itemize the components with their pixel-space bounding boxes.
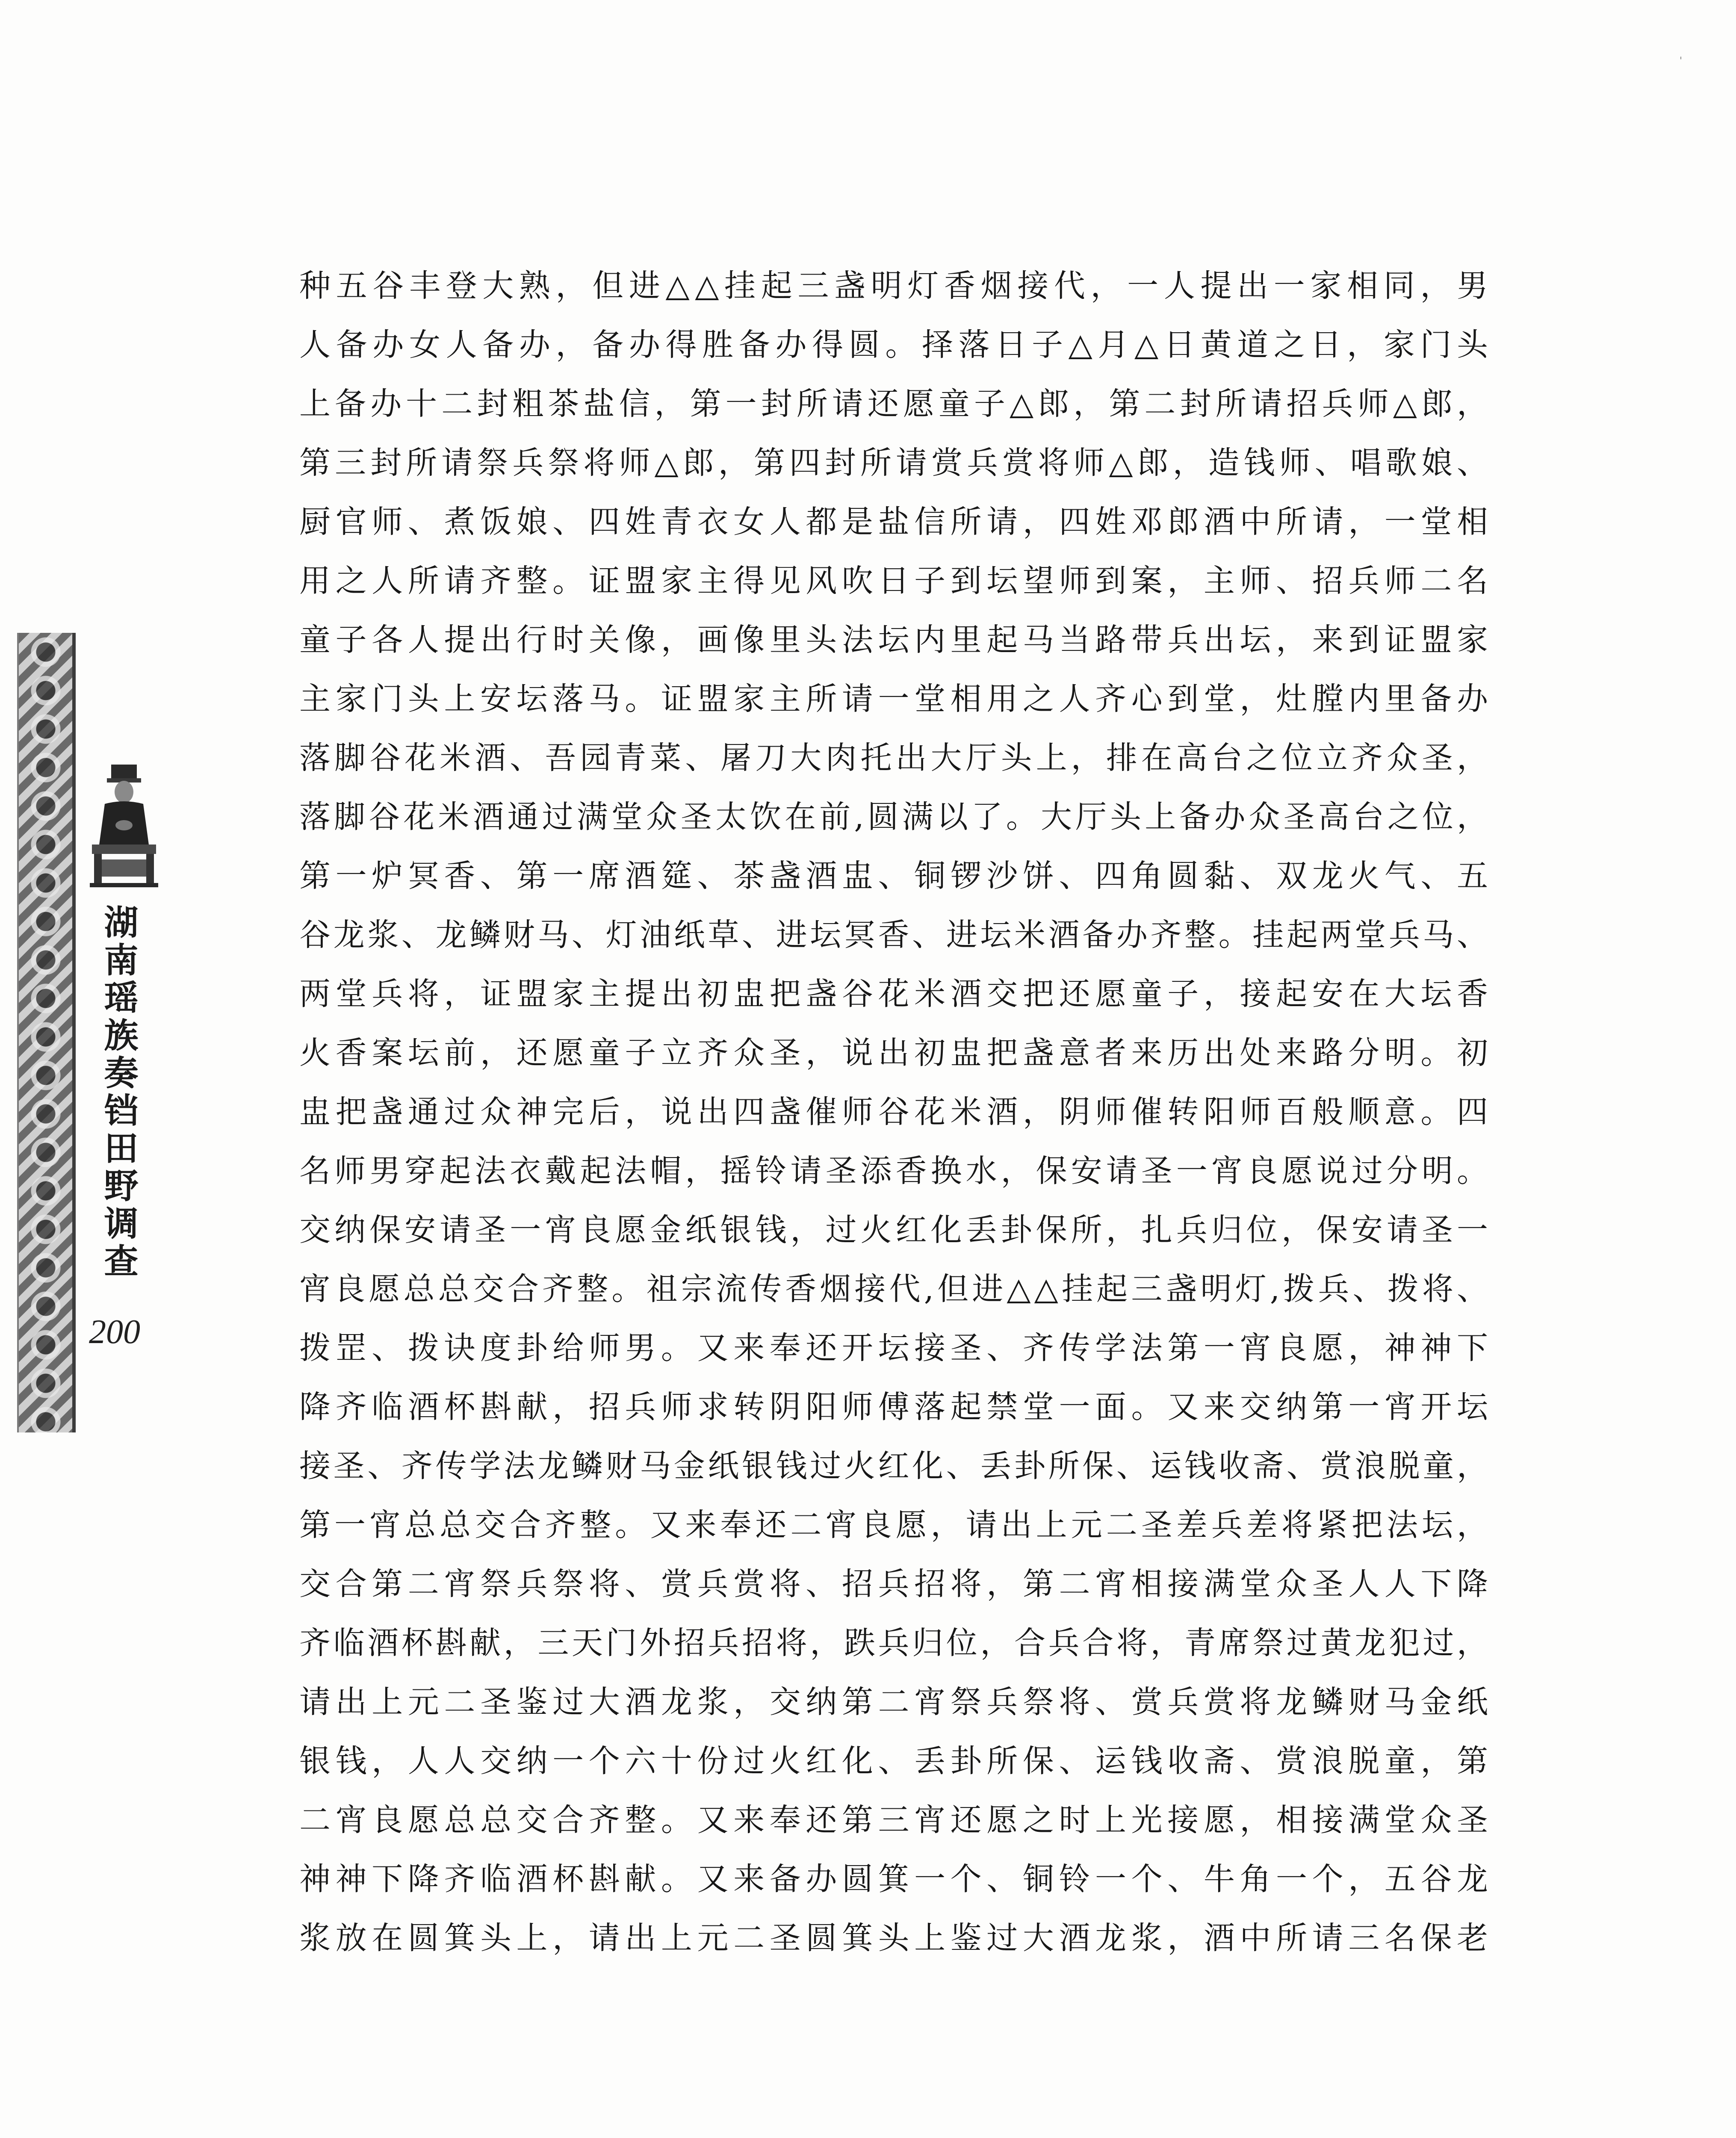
decorative-side-band — [17, 633, 76, 1432]
text-line: 落脚谷花米酒通过满堂众圣太饮在前,圆满以了。大厅头上备办众圣高台之位， — [299, 799, 1488, 835]
text-line: 接圣、齐传学法龙鳞财马金纸银钱过火红化、丢卦所保、运钱收斋、赏浪脱童， — [299, 1448, 1488, 1484]
text-line: 上备办十二封粗茶盐信，第一封所请还愿童子△郎，第二封所请招兵师△郎， — [299, 386, 1488, 422]
text-line: 用之人所请齐整。证盟家主得见风吹日子到坛望师到案，主师、招兵师二名 — [299, 563, 1488, 599]
text-line: 第一宵总总交合齐整。又来奉还二宵良愿，请出上元二圣差兵差将紧把法坛， — [299, 1507, 1488, 1543]
text-line: 浆放在圆箕头上，请出上元二圣圆箕头上鉴过大酒龙浆，酒中所请三名保老 — [299, 1920, 1488, 1956]
text-line: 齐临酒杯斟献，三天门外招兵招将，跌兵归位，合兵合将，青席祭过黄龙犯过， — [299, 1625, 1488, 1661]
text-line: 二宵良愿总总交合齐整。又来奉还第三宵还愿之时上光接愿，相接满堂众圣 — [299, 1802, 1488, 1838]
text-line: 主家门头上安坛落马。证盟家主所请一堂相用之人齐心到堂，灶膛内里备办 — [299, 681, 1488, 717]
text-line: 交纳保安请圣一宵良愿金纸银钱，过火红化丢卦保所，扎兵归位，保安请圣一 — [299, 1212, 1488, 1248]
text-line: 交合第二宵祭兵祭将、赏兵赏将、招兵招将，第二宵相接满堂众圣人人下降 — [299, 1566, 1488, 1602]
text-line: 落脚谷花米酒、吾园青菜、屠刀大肉托出大厅头上，排在高台之位立齐众圣， — [299, 740, 1488, 776]
text-line: 两堂兵将，证盟家主提出初盅把盏谷花米酒交把还愿童子，接起安在大坛香 — [299, 976, 1488, 1012]
text-line: 人备办女人备办，备办得胜备办得圆。择落日子△月△日黄道之日，家门头 — [299, 327, 1488, 363]
text-line: 降齐临酒杯斟献，招兵师求转阴阳师傅落起禁堂一面。又来交纳第一宵开坛 — [299, 1389, 1488, 1425]
text-line: 神神下降齐临酒杯斟献。又来备办圆箕一个、铜铃一个、牛角一个，五谷龙 — [299, 1861, 1488, 1897]
book-title: 湖南瑶族奏铛田野调查 — [98, 904, 139, 1281]
text-line: 火香案坛前，还愿童子立齐众圣，说出初盅把盏意者来历出处来路分明。初 — [299, 1035, 1488, 1071]
text-line: 谷龙浆、龙鳞财马、灯油纸草、进坛冥香、进坛米酒备办齐整。挂起两堂兵马、 — [299, 917, 1488, 953]
text-line: 第一炉冥香、第一席酒筵、茶盏酒盅、铜锣沙饼、四角圆黏、双龙火气、五 — [299, 858, 1488, 894]
text-line: 盅把盏通过众神完后，说出四盏催师谷花米酒，阴师催转阳师百般顺意。四 — [299, 1094, 1488, 1130]
text-line: 第三封所请祭兵祭将师△郎，第四封所请赏兵赏将师△郎，造钱师、唱歌娘、 — [299, 445, 1488, 481]
text-line: 名师男穿起法衣戴起法帽，摇铃请圣添香换水，保安请圣一宵良愿说过分明。 — [299, 1153, 1488, 1189]
seated-figure-portrait — [81, 761, 167, 889]
text-line: 宵良愿总总交合齐整。祖宗流传香烟接代,但进△△挂起三盏明灯,拨兵、拨将、 — [299, 1271, 1488, 1307]
text-line: 种五谷丰登大熟，但进△△挂起三盏明灯香烟接代，一人提出一家相同，男 — [299, 268, 1488, 304]
text-line: 请出上元二圣鉴过大酒龙浆，交纳第二宵祭兵祭将、赏兵赏将龙鳞财马金纸 — [299, 1684, 1488, 1720]
text-line: 银钱，人人交纳一个六十份过火红化、丢卦所保、运钱收斋、赏浪脱童，第 — [299, 1743, 1488, 1779]
text-line: 拨罡、拨诀度卦给师男。又来奉还开坛接圣、齐传学法第一宵良愿，神神下 — [299, 1330, 1488, 1366]
page-number: 200 — [89, 1313, 140, 1351]
body-text — [299, 257, 1488, 1968]
corner-mark: ' — [1680, 56, 1683, 66]
side-band-pattern — [27, 633, 65, 1432]
text-line: 童子各人提出行时关像，画像里头法坛内里起马当路带兵出坛，来到证盟家 — [299, 622, 1488, 658]
text-line: 厨官师、煮饭娘、四姓青衣女人都是盐信所请，四姓邓郎酒中所请，一堂相 — [299, 504, 1488, 540]
